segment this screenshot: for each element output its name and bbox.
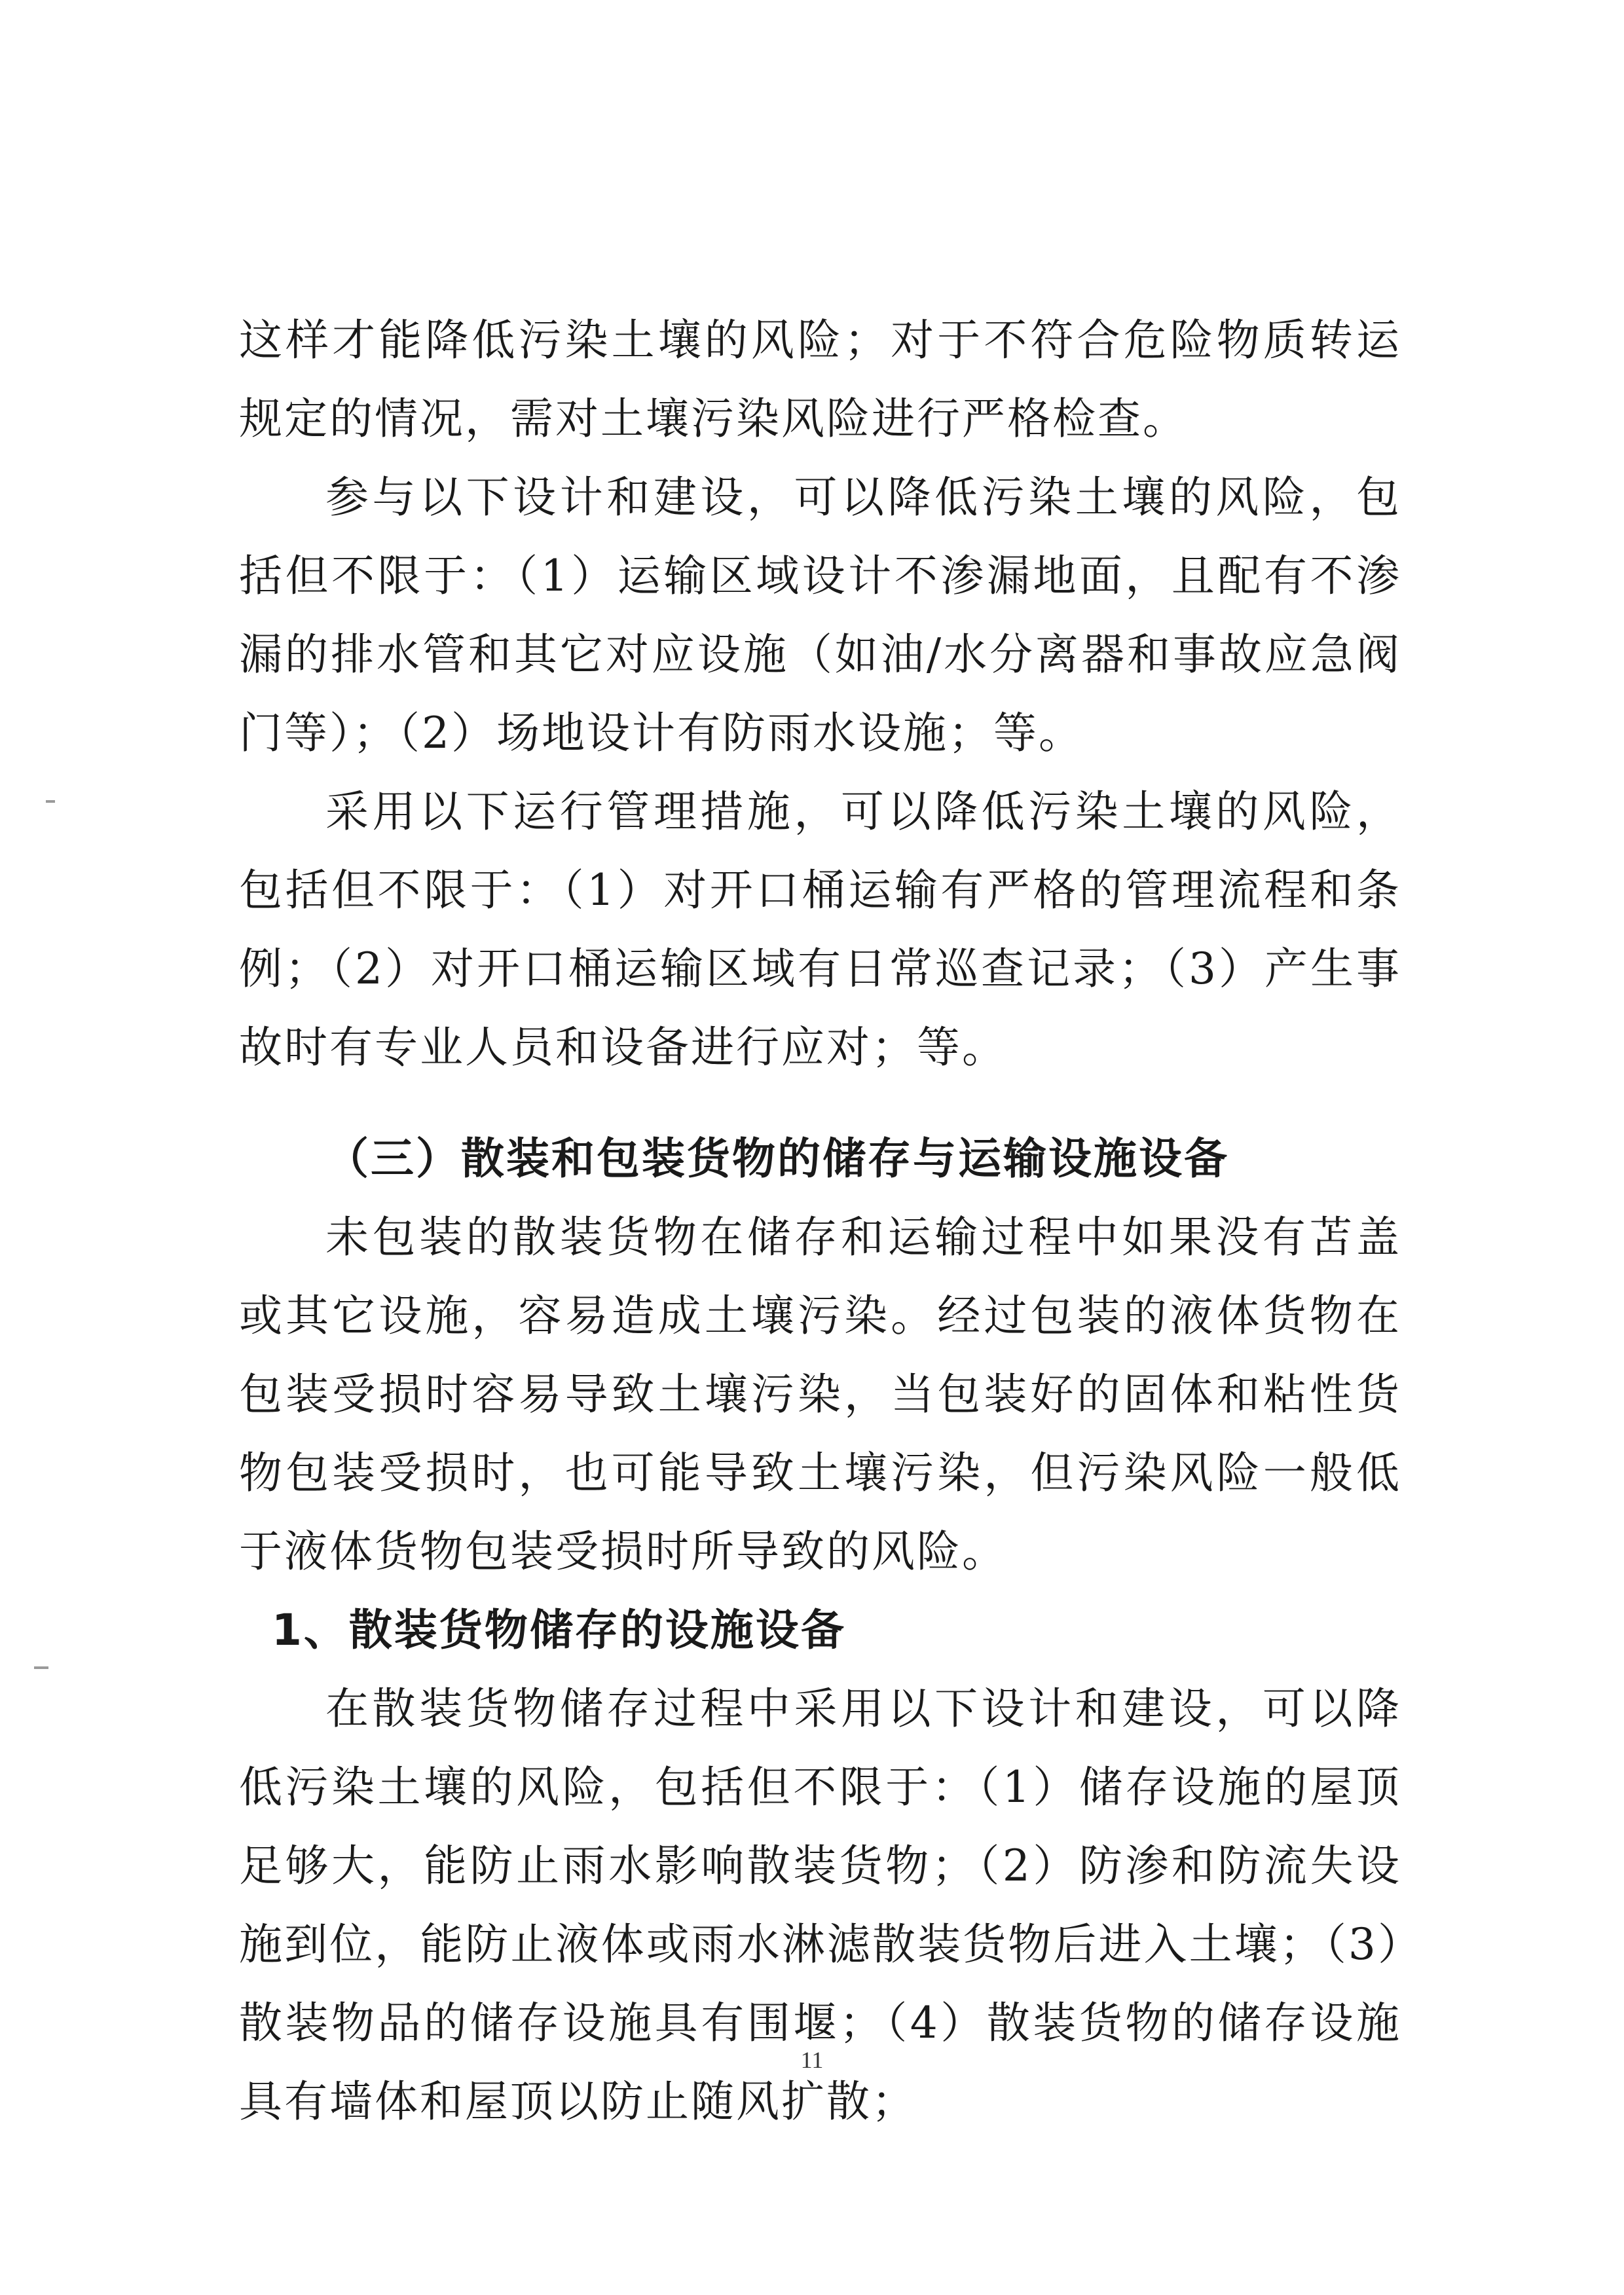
subsection-heading-1: 1、散装货物储存的设施设备 <box>272 1605 846 1655</box>
paragraph-continuation: 这样才能降低污染土壤的风险；对于不符合危险物质转运规定的情况，需对土壤污染风险进行严格检查。 <box>239 315 1401 444</box>
scan-artifact-mark <box>46 800 55 803</box>
paragraph-management-measures: 采用以下运行管理措施，可以降低污染土壤的风险，包括但不限于：（1）对开口桶运输有严格的管理流程和条例；（2）对开口桶运输区域有日常巡查记录；（3）产生事故时有专业人员和设备进行应对；等。 <box>239 786 1401 1073</box>
page-content <box>239 301 1401 2141</box>
scan-artifact-mark <box>34 1666 48 1669</box>
paragraph-bulk-storage-measures: 在散装货物储存过程中采用以下设计和建设，可以降低污染土壤的风险，包括但不限于：（1）储存设施的屋顶足够大，能防止雨水影响散装货物；（2）防渗和防流失设施到位，能防止液体或雨水淋滤散装货物后进入土壤；（3）散装物品的储存设施具有围堰；（4）散装货物的储存设施具有墙体和屋顶以防止随风扩散； <box>239 1683 1401 2127</box>
paragraph-design-measures: 参与以下设计和建设，可以降低污染土壤的风险，包括但不限于：（1）运输区域设计不渗漏地面，且配有不渗漏的排水管和其它对应设施（如油/水分离器和事故应急阀门等）；（2）场地设计有防雨水设施；等。 <box>239 472 1401 758</box>
section-heading-3: （三）散装和包装货物的储存与运输设施设备 <box>325 1133 1229 1184</box>
paragraph-bulk-goods-risk: 未包装的散装货物在储存和运输过程中如果没有苫盖或其它设施，容易造成土壤污染。经过包装的液体货物在包装受损时容易导致土壤污染，当包装好的固体和粘性货物包装受损时，也可能导致土壤污染，但污染风险一般低于液体货物包装受损时所导致的风险。 <box>239 1212 1401 1577</box>
page-number: 11 <box>800 2047 824 2073</box>
